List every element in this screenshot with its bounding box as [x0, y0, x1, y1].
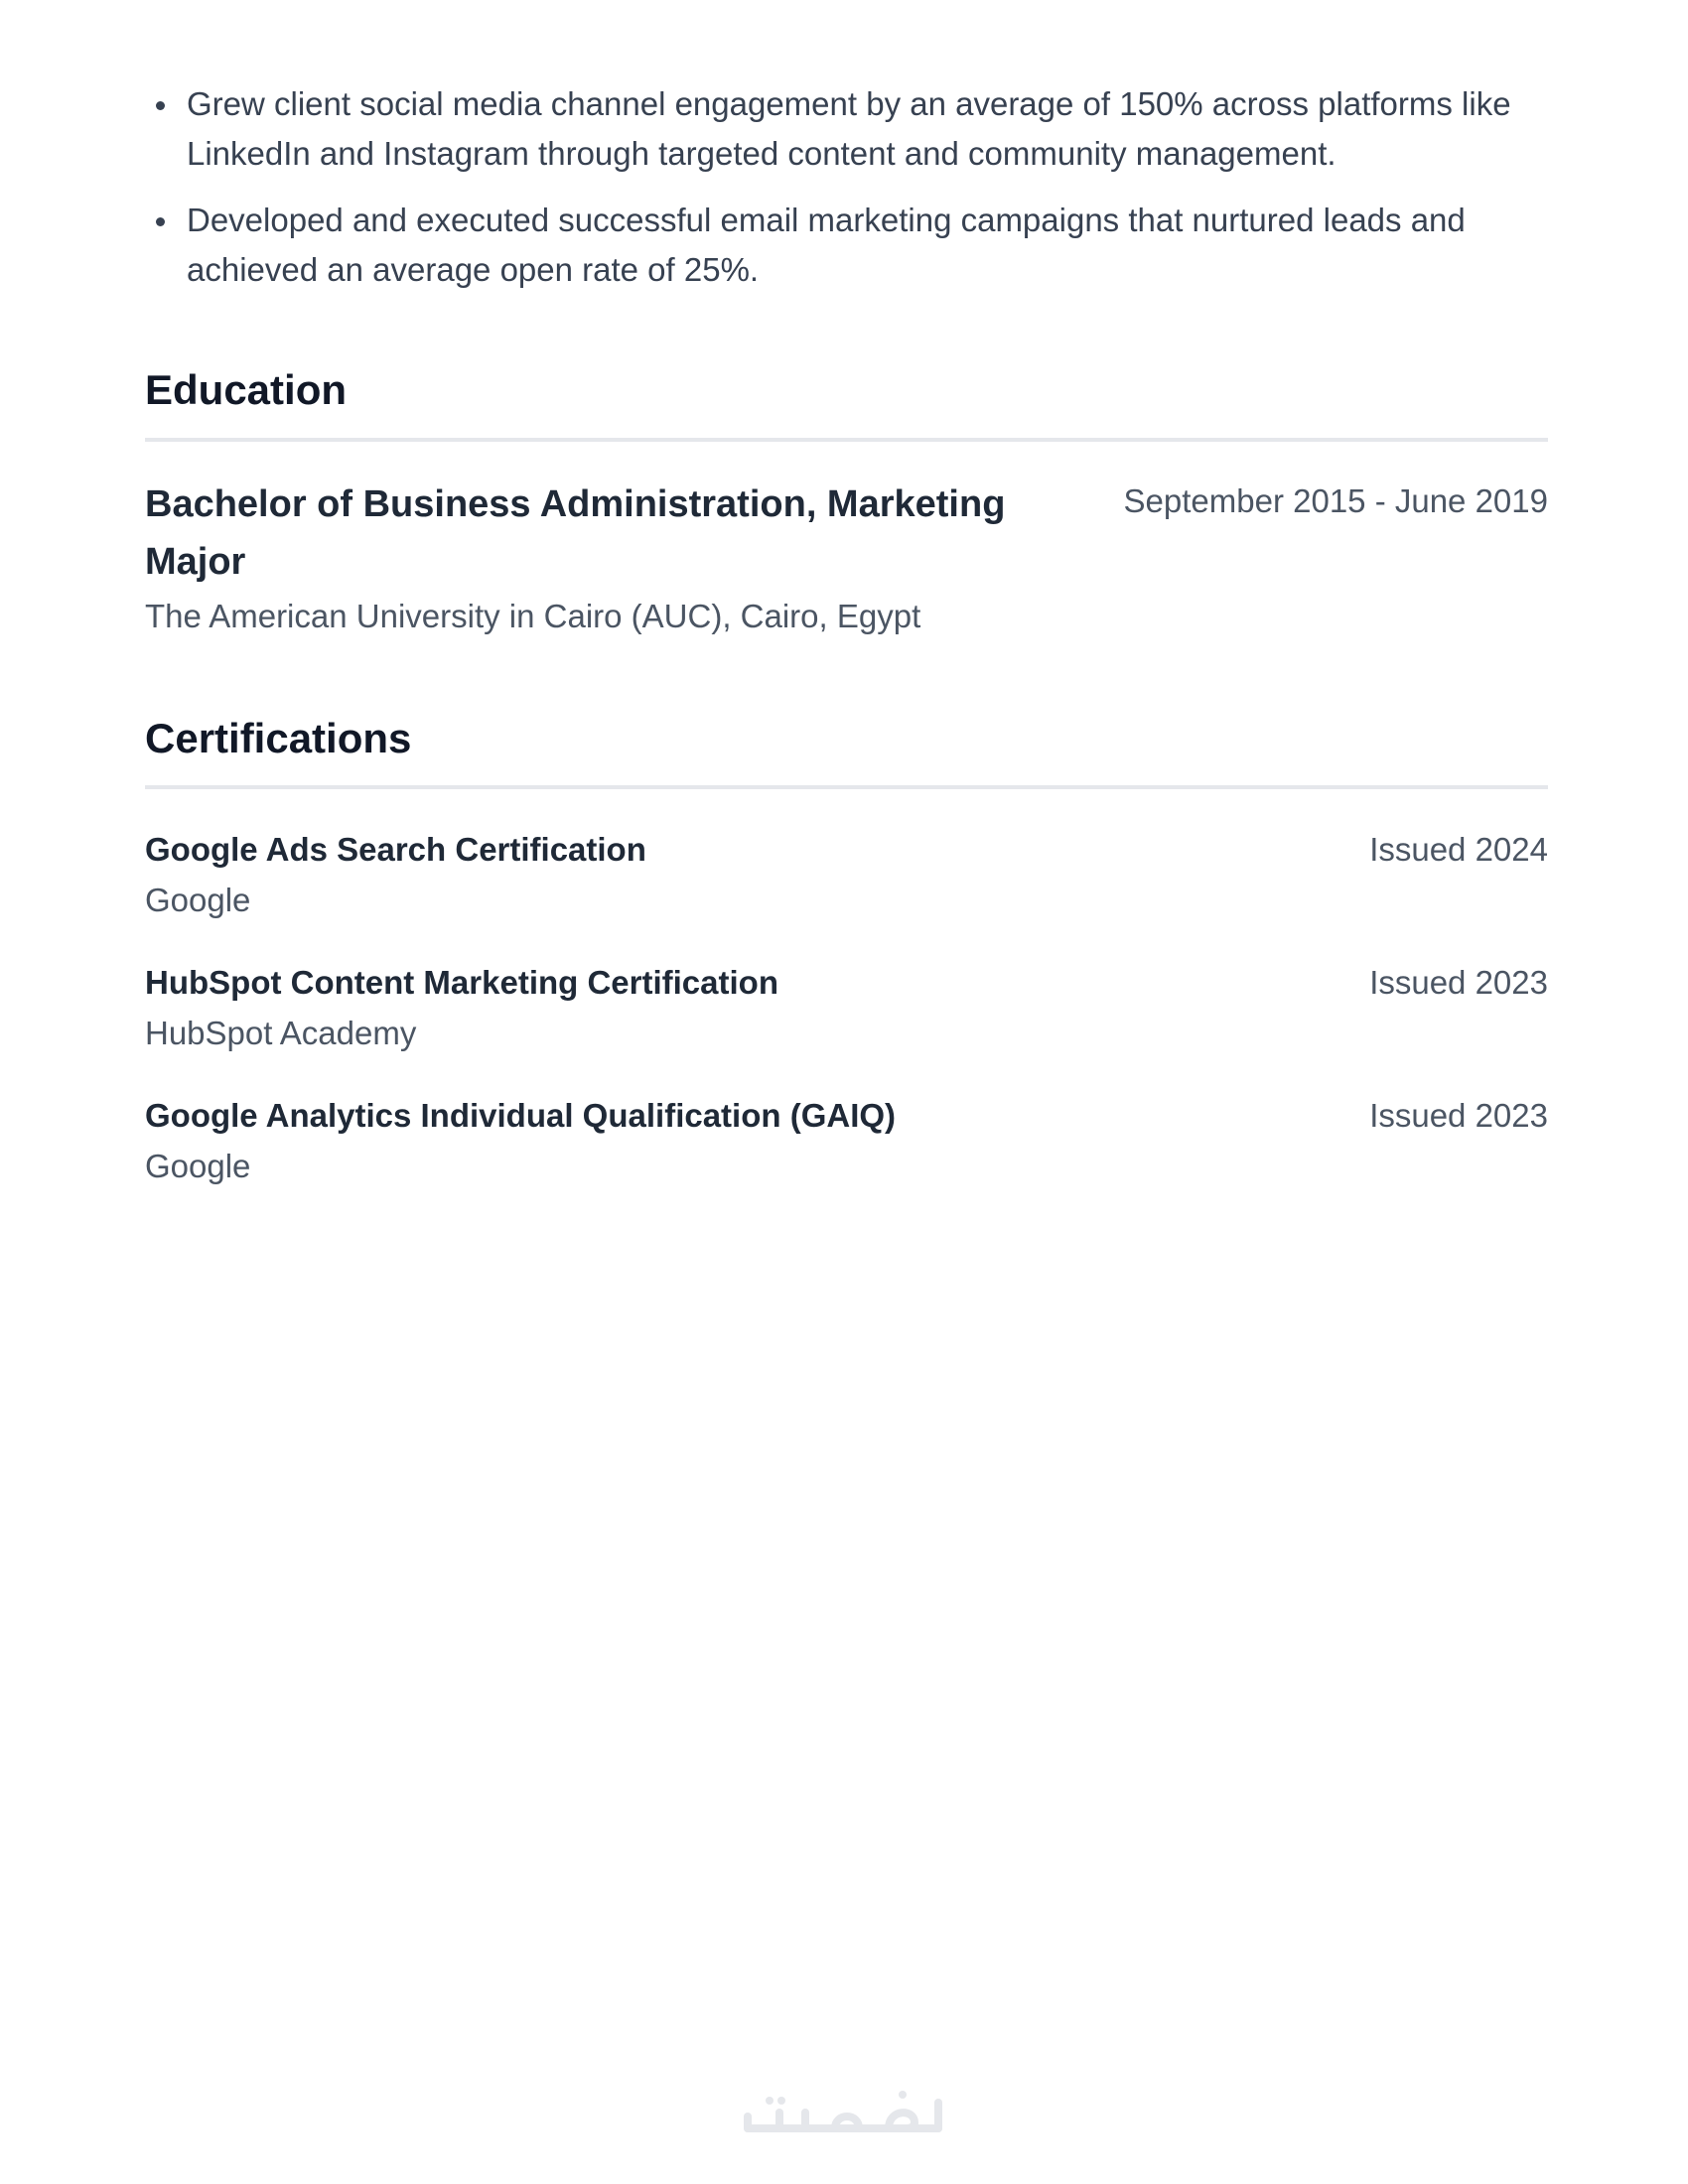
school-name: The American University in Cairo (AUC), Cairo, Egypt	[145, 598, 921, 634]
certification-title: Google Analytics Individual Qualification (GAIQ)	[145, 1097, 897, 1134]
certification-entry	[145, 1090, 1548, 1191]
certifications-heading: Certifications	[145, 715, 412, 761]
bullet-text: Grew client social media channel engagement by an average of 150% across platforms like LinkedIn and Instagram through targeted content and community management.	[187, 85, 1511, 172]
watermark-logo	[740, 2083, 948, 2142]
certifications-divider	[145, 785, 1548, 789]
experience-bullet	[145, 79, 1548, 179]
degree-title: Bachelor of Business Administration, Marketing Major	[145, 483, 1006, 583]
certification-issued: Issued 2023	[1369, 1097, 1548, 1134]
education-heading: Education	[145, 366, 348, 413]
bullet-dot	[156, 217, 165, 226]
education-dates: September 2015 - June 2019	[1123, 482, 1548, 519]
education-divider	[145, 438, 1548, 442]
certification-entry	[145, 957, 1548, 1058]
certification-title: Google Ads Search Certification	[145, 831, 646, 868]
bullet-text: Developed and executed successful email marketing campaigns that nurtured leads and achieved an average open rate of 25%.	[187, 202, 1466, 288]
experience-bullet	[145, 196, 1548, 295]
certification-issuer: HubSpot Academy	[145, 1015, 417, 1051]
certification-issued: Issued 2023	[1369, 964, 1548, 1001]
experience-bullet-list	[145, 79, 1548, 312]
certification-entry	[145, 824, 1548, 925]
certification-issuer: Google	[145, 1148, 251, 1184]
resume-page	[145, 0, 1548, 2184]
certification-title: HubSpot Content Marketing Certification	[145, 964, 778, 1001]
education-entry	[145, 476, 1548, 642]
certification-issuer: Google	[145, 882, 251, 918]
certification-issued: Issued 2024	[1369, 831, 1548, 868]
bullet-dot	[156, 101, 165, 110]
